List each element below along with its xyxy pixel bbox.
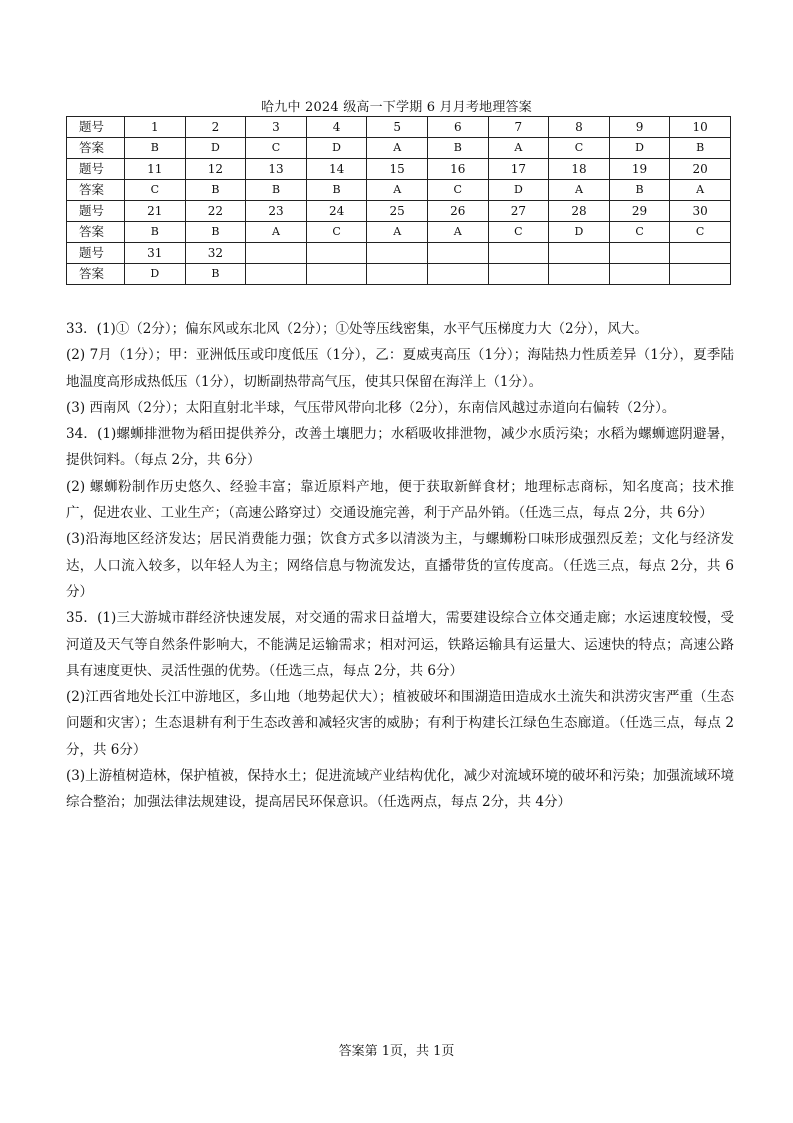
row-label-answer: 答案 xyxy=(67,222,125,243)
question-number-cell xyxy=(306,243,367,264)
answer-cell: B xyxy=(427,138,488,159)
answer-content xyxy=(66,316,734,816)
row-label-question: 题号 xyxy=(67,201,125,222)
answer-paragraph: (2) 7月（1分）；甲：亚洲低压或印度低压（1分），乙：夏威夷高压（1分）；海陆热力性质差异（1分），夏季陆地温度高形成热低压（1分），切断副热带高气压，使其只保留在海洋上（1分）。 xyxy=(66,347,734,390)
answer-cell: C xyxy=(306,222,367,243)
answer-cell: C xyxy=(427,180,488,201)
answer-cell xyxy=(488,264,549,285)
question-number-cell: 21 xyxy=(125,201,186,222)
answer-cell xyxy=(246,264,307,285)
question-number-cell: 19 xyxy=(609,159,670,180)
answer-row xyxy=(67,264,731,285)
answer-cell: B xyxy=(125,138,186,159)
question-number-row xyxy=(67,201,731,222)
answer-cell xyxy=(367,264,428,285)
answer-cell: B xyxy=(125,222,186,243)
question-number-cell: 14 xyxy=(306,159,367,180)
question-number-row xyxy=(67,243,731,264)
answer-cell xyxy=(549,264,610,285)
row-label-answer: 答案 xyxy=(67,264,125,285)
row-label-question: 题号 xyxy=(67,159,125,180)
question-number-cell: 4 xyxy=(306,117,367,138)
question-number-cell: 1 xyxy=(125,117,186,138)
answer-paragraph: 34．(1)螺蛳排泄物为稻田提供养分，改善土壤肥力；水稻吸收排泄物，减少水质污染；水稻为螺蛳遮阴避暑，提供饲料。（每点 2分，共 6分） xyxy=(66,426,734,469)
question-number-cell: 12 xyxy=(185,159,246,180)
question-number-cell: 8 xyxy=(549,117,610,138)
answer-paragraph: (3)沿海地区经济发达；居民消费能力强；饮食方式多以清淡为主，与螺蛳粉口味形成强烈反差；文化与经济发达，人口流入较多，以年轻人为主；网络信息与物流发达，直播带货的宣传度高。（任选三点，每点 2分，共 6分） xyxy=(66,531,734,600)
question-number-cell xyxy=(488,243,549,264)
answer-cell xyxy=(306,264,367,285)
answer-cell: C xyxy=(609,222,670,243)
question-number-cell: 16 xyxy=(427,159,488,180)
question-number-cell: 31 xyxy=(125,243,186,264)
answer-cell: D xyxy=(609,138,670,159)
answer-paragraph: (3)上游植树造林，保护植被，保持水土；促进流域产业结构优化，减少对流域环境的破坏和污染；加强流域环境综合整治；加强法律法规建设，提高居民环保意识。（任选两点，每点 2分，共 4分） xyxy=(66,768,734,811)
question-number-cell: 29 xyxy=(609,201,670,222)
answer-paragraph: (3) 西南风（2分）；太阳直射北半球，气压带风带向北移（2分），东南信风越过赤道向右偏转（2分）。 xyxy=(66,399,676,416)
answer-cell xyxy=(427,264,488,285)
question-number-cell: 32 xyxy=(185,243,246,264)
answer-row xyxy=(67,138,731,159)
question-number-cell: 23 xyxy=(246,201,307,222)
answer-cell: B xyxy=(609,180,670,201)
answer-cell: B xyxy=(246,180,307,201)
question-number-cell: 10 xyxy=(670,117,731,138)
answer-cell: C xyxy=(488,222,549,243)
question-number-cell: 7 xyxy=(488,117,549,138)
question-number-row xyxy=(67,117,731,138)
answer-cell xyxy=(670,264,731,285)
row-label-question: 题号 xyxy=(67,243,125,264)
page-footer: 答案第 1页，共 1页 xyxy=(338,1044,455,1059)
answer-cell: C xyxy=(125,180,186,201)
question-number-cell: 20 xyxy=(670,159,731,180)
answer-cell: A xyxy=(367,138,428,159)
answer-cell: C xyxy=(549,138,610,159)
answer-paragraph: 33．(1)①（2分）；偏东风或东北风（2分）；①处等压线密集，水平气压梯度力大（2分），风大。 xyxy=(66,321,648,337)
question-number-cell xyxy=(609,243,670,264)
row-label-answer: 答案 xyxy=(67,180,125,201)
answer-cell: A xyxy=(367,222,428,243)
answer-row xyxy=(67,222,731,243)
question-number-cell: 18 xyxy=(549,159,610,180)
question-number-cell: 9 xyxy=(609,117,670,138)
question-number-cell xyxy=(670,243,731,264)
answer-cell: D xyxy=(125,264,186,285)
answer-cell: C xyxy=(246,138,307,159)
answer-cell: A xyxy=(427,222,488,243)
answer-paragraph: (2) 螺蛳粉制作历史悠久、经验丰富；靠近原料产地，便于获取新鲜食材；地理标志商标，知名度高；技术推广，促进农业、工业生产；（高速公路穿过）交通设施完善，利于产品外销。（任选三点，每点 2分，共 6分） xyxy=(66,478,734,522)
answer-cell: B xyxy=(185,222,246,243)
question-number-cell: 5 xyxy=(367,117,428,138)
answer-cell: B xyxy=(306,180,367,201)
question-number-cell: 30 xyxy=(670,201,731,222)
question-number-cell: 15 xyxy=(367,159,428,180)
question-number-cell: 26 xyxy=(427,201,488,222)
answer-cell: A xyxy=(246,222,307,243)
answer-cell xyxy=(609,264,670,285)
row-label-question: 题号 xyxy=(67,117,125,138)
question-number-cell: 25 xyxy=(367,201,428,222)
question-number-cell: 24 xyxy=(306,201,367,222)
question-number-cell: 13 xyxy=(246,159,307,180)
answer-cell: C xyxy=(670,222,731,243)
question-number-cell: 11 xyxy=(125,159,186,180)
answer-paragraph: (2)江西省地处长江中游地区，多山地（地势起伏大）；植被破坏和围湖造田造成水土流失和洪涝灾害严重（生态问题和灾害）；生态退耕有利于生态改善和减轻灾害的威胁；有利于构建长江绿色生态廊道。（任选三点，每点 2分，共 6分） xyxy=(66,689,734,758)
answer-cell: A xyxy=(367,180,428,201)
answer-paragraph: 35．(1)三大游城市群经济快速发展，对交通的需求日益增大，需要建设综合立体交通走廊；水运速度较慢，受河道及天气等自然条件影响大，不能满足运输需求；相对河运，铁路运输具有运量大、运速快的特点；高速公路具有速度更快、灵活性强的优势。（任选三点，每点 2分，共 6分） xyxy=(66,610,734,679)
answer-row xyxy=(67,180,731,201)
question-number-cell xyxy=(427,243,488,264)
row-label-answer: 答案 xyxy=(67,138,125,159)
answer-cell: A xyxy=(549,180,610,201)
answer-cell: B xyxy=(185,264,246,285)
question-number-cell: 6 xyxy=(427,117,488,138)
question-number-cell: 22 xyxy=(185,201,246,222)
question-number-cell: 28 xyxy=(549,201,610,222)
answer-table xyxy=(66,116,731,285)
question-number-row xyxy=(67,159,731,180)
answer-cell: B xyxy=(670,138,731,159)
answer-cell: D xyxy=(185,138,246,159)
question-number-cell: 27 xyxy=(488,201,549,222)
answer-cell: B xyxy=(185,180,246,201)
question-number-cell xyxy=(246,243,307,264)
answer-cell: A xyxy=(670,180,731,201)
question-number-cell: 17 xyxy=(488,159,549,180)
answer-cell: A xyxy=(488,138,549,159)
question-number-cell: 3 xyxy=(246,117,307,138)
answer-cell: D xyxy=(549,222,610,243)
answer-cell: D xyxy=(488,180,549,201)
question-number-cell: 2 xyxy=(185,117,246,138)
question-number-cell xyxy=(549,243,610,264)
question-number-cell xyxy=(367,243,428,264)
page-title: 哈九中 2024 级高一下学期 6 月月考地理答案 xyxy=(261,100,532,115)
answer-cell: D xyxy=(306,138,367,159)
